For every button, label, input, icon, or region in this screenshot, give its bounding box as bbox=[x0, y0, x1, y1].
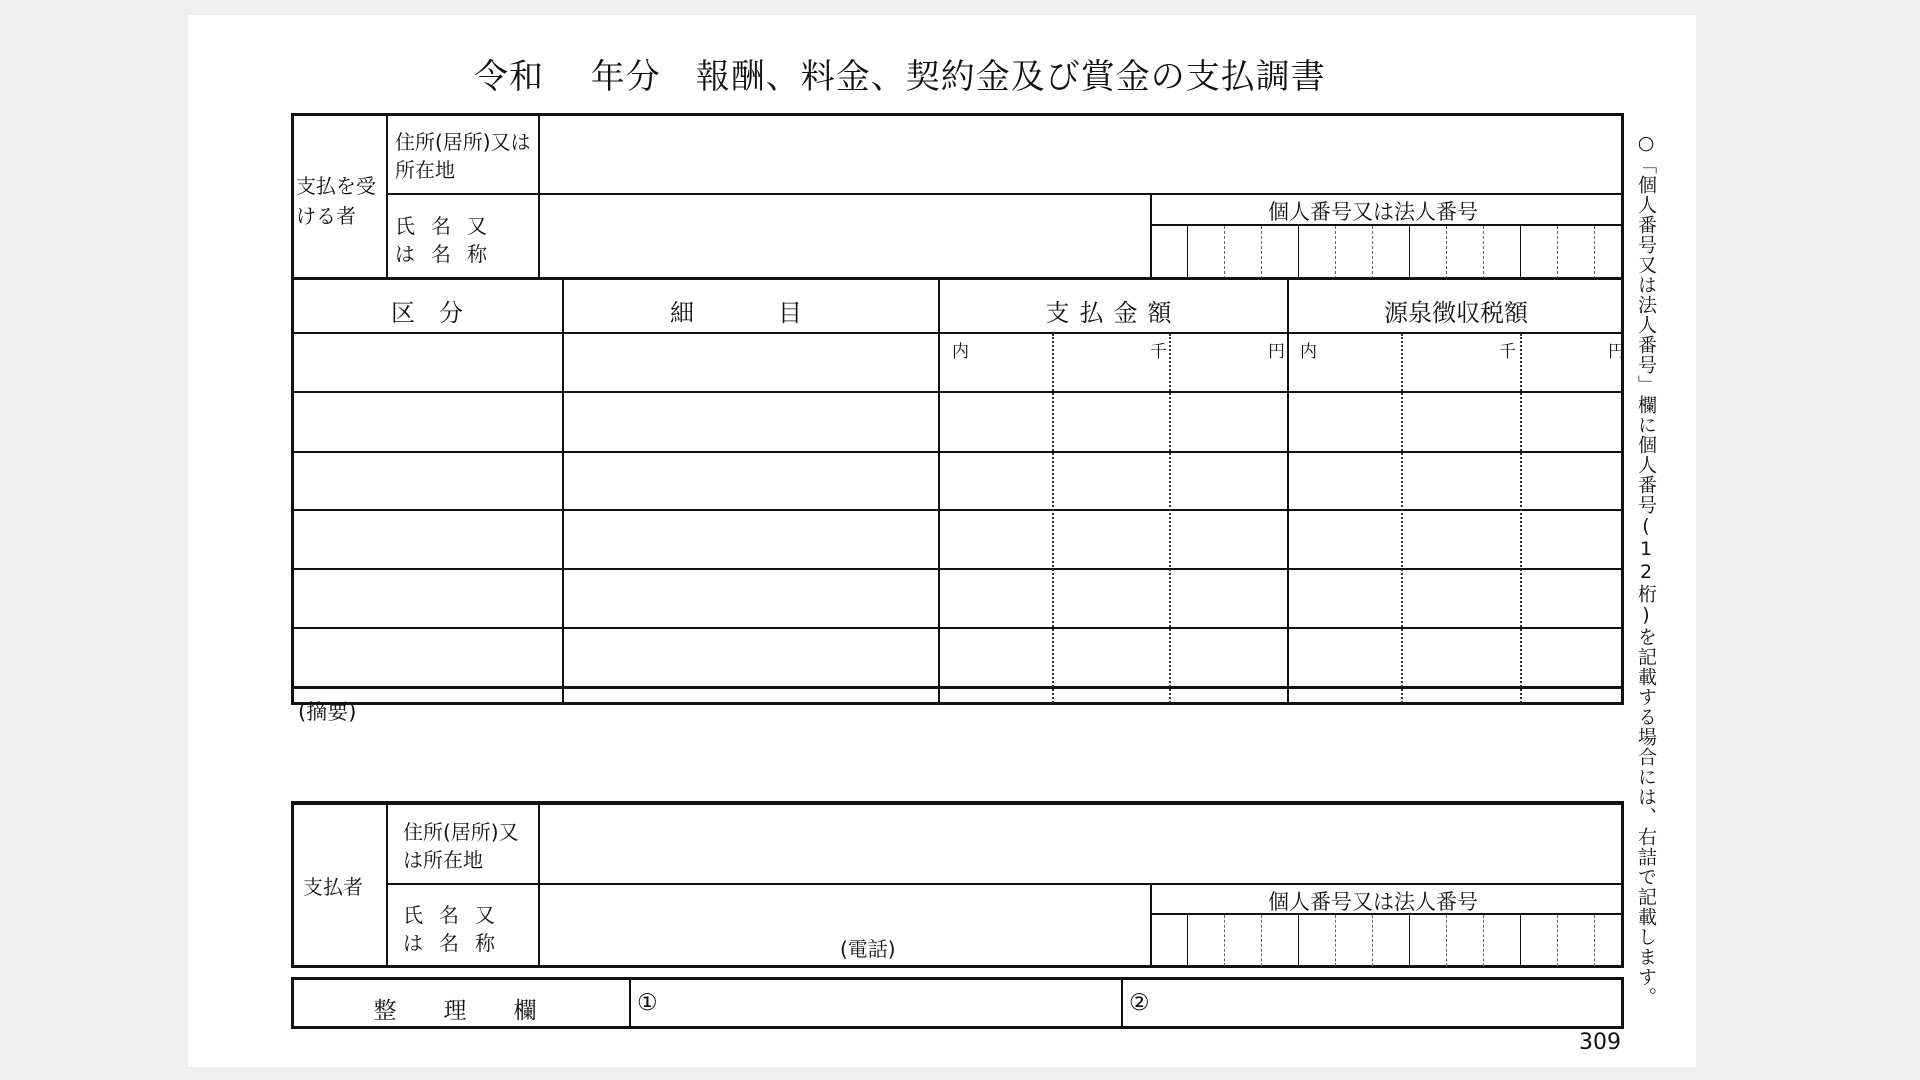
header-kubun: 区 分 bbox=[391, 299, 463, 327]
form-title: 令和 年分 報酬、料金、契約金及び賞金の支払調書 bbox=[474, 57, 1326, 97]
seiri-field-2[interactable] bbox=[1124, 980, 1621, 1026]
payer-id-number-boxes[interactable] bbox=[1151, 915, 1623, 966]
seiri-field-1[interactable] bbox=[632, 980, 1120, 1026]
remarks-label: (摘要) bbox=[298, 700, 357, 724]
seiri-circle-1: ① bbox=[637, 990, 658, 1016]
recipient-id-number-boxes[interactable] bbox=[1151, 226, 1623, 279]
recipient-section-label: 支払を受ける者 bbox=[296, 174, 376, 228]
recipient-address-field[interactable] bbox=[540, 115, 1622, 192]
remarks-field[interactable] bbox=[293, 723, 1622, 803]
payer-phone-label: (電話) bbox=[840, 937, 896, 961]
recipient-name-field[interactable] bbox=[540, 195, 1148, 279]
recipient-id-label: 個人番号又は法人番号 bbox=[1268, 200, 1478, 224]
table-row[interactable] bbox=[293, 512, 1622, 567]
header-saimoku: 細 目 bbox=[670, 299, 832, 327]
table-row[interactable] bbox=[293, 454, 1622, 508]
tax-en-label: 円 bbox=[1608, 342, 1625, 362]
page-number: 309 bbox=[1579, 1030, 1621, 1055]
seiri-label: 整 理 欄 bbox=[373, 998, 549, 1024]
recipient-name-label: 氏名又は名称 bbox=[395, 214, 503, 266]
payer-id-label: 個人番号又は法人番号 bbox=[1268, 890, 1478, 914]
seiri-circle-2: ② bbox=[1129, 990, 1150, 1016]
payer-name-field[interactable] bbox=[540, 885, 1148, 966]
table-row[interactable] bbox=[293, 630, 1622, 685]
payer-section-label: 支払者 bbox=[303, 875, 363, 899]
payer-address-label: 住所(居所)又は所在地 bbox=[403, 820, 519, 872]
side-note: ○「個人番号又は法人番号」欄に個人番号(12桁)を記載する場合には、右詰で記載します。 bbox=[1635, 132, 1657, 1007]
recipient-address-label: 住所(居所)又は所在地 bbox=[395, 130, 531, 182]
table-row[interactable] bbox=[293, 571, 1622, 626]
payment-en-label: 円 bbox=[1268, 342, 1285, 362]
payment-uchi-label: 内 bbox=[952, 342, 969, 362]
form-page bbox=[188, 15, 1696, 1067]
header-withholding-tax: 源泉徴収税額 bbox=[1384, 299, 1528, 327]
payment-sen-label: 千 bbox=[1150, 342, 1167, 362]
tax-uchi-label: 内 bbox=[1300, 342, 1317, 362]
table-row[interactable] bbox=[293, 394, 1622, 450]
payer-name-label: 氏名又は名称 bbox=[403, 903, 511, 955]
tax-sen-label: 千 bbox=[1499, 342, 1516, 362]
table-row[interactable] bbox=[293, 335, 1622, 390]
payer-address-field[interactable] bbox=[540, 804, 1622, 882]
header-payment-amount: 支払金額 bbox=[1045, 299, 1182, 327]
